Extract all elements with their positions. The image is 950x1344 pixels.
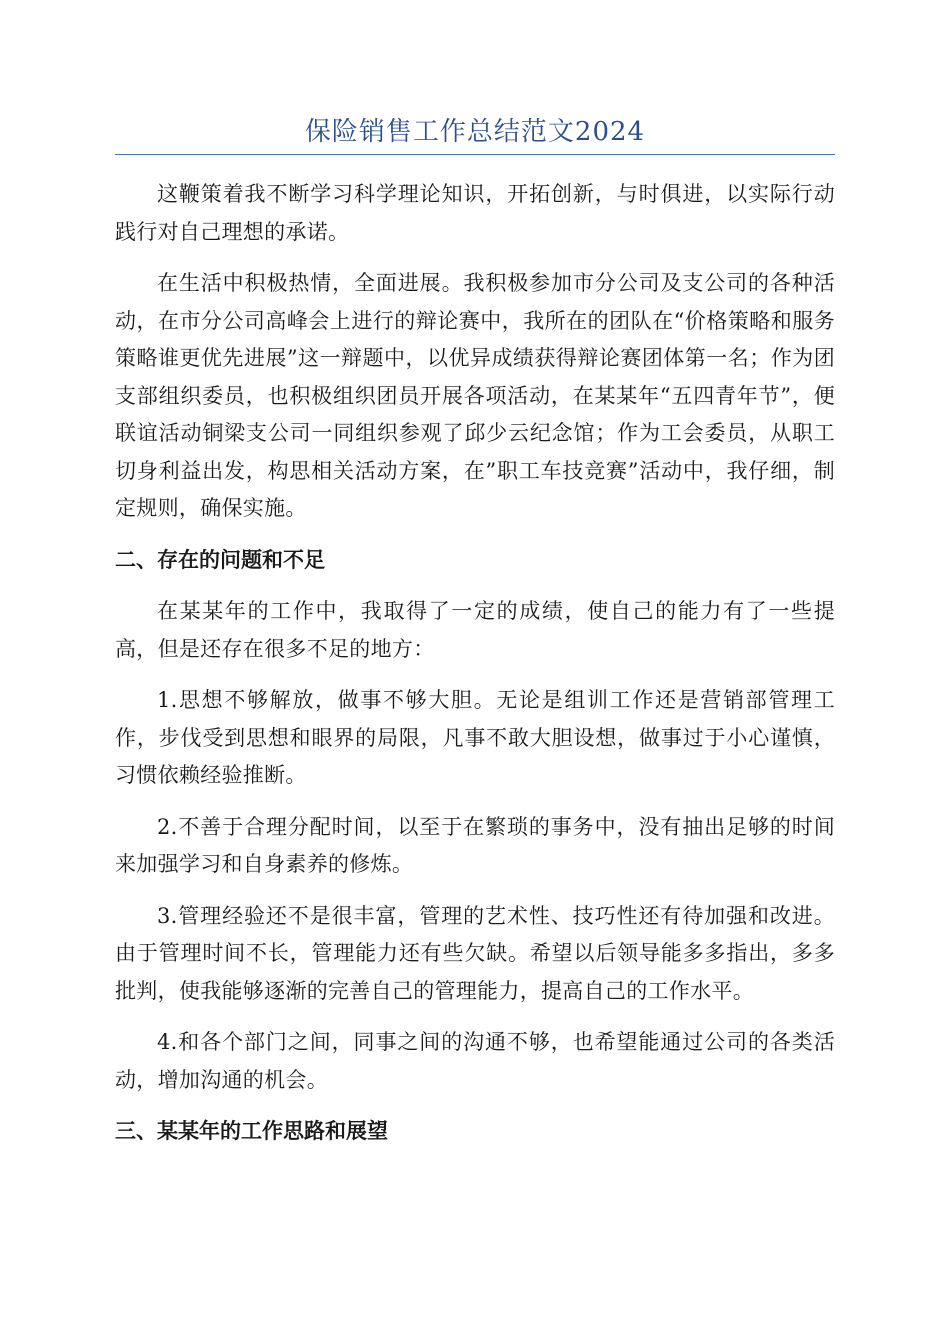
- section-heading: 二、存在的问题和不足: [115, 547, 325, 572]
- list-item-paragraph: 1.思想不够解放，做事不够大胆。无论是组训工作还是营销部管理工作，步伐受到思想和眼界的局限，凡事不敢大胆设想，做事过于小心谨慎，习惯依赖经验推断。: [115, 688, 835, 787]
- list-item-paragraph: 3.管理经验还不是很丰富，管理的艺术性、技巧性还有待加强和改进。由于管理时间不长，管理能力还有些欠缺。希望以后领导能多多指出，多多批判，使我能够逐渐的完善自己的管理能力，提高自己的工作水平。: [115, 903, 835, 1003]
- list-item-paragraph: 2.不善于合理分配时间，以至于在繁琐的事务中，没有抽出足够的时间来加强学习和自身素养的修炼。: [115, 814, 835, 876]
- paragraph: 在某某年的工作中，我取得了一定的成绩，使自己的能力有了一些提高，但是还存在很多不足的地方：: [115, 599, 835, 661]
- document-body: [115, 176, 835, 1165]
- paragraph: 这鞭策着我不断学习科学理论知识，开拓创新，与时俱进，以实际行动践行对自己理想的承诺。: [115, 182, 835, 244]
- paragraph: 在生活中积极热情，全面进展。我积极参加市分公司及支公司的各种活动，在市分公司高峰会上进行的辩论赛中，我所在的团队在“价格策略和服务策略谁更优先进展”这一辩题中，以优异成绩获得辩论赛团体第一名；作为团支部组织委员，也积极组织团员开展各项活动，在某某年“五四青年节”，便联谊活动铜梁支公司一同组织参观了邱少云纪念馆；作为工会委员，从职工切身利益出发，构思相关活动方案，在”职工车技竞赛”活动中，我仔细，制定规则，确保实施。: [115, 271, 835, 520]
- list-item-paragraph: 4.和各个部门之间，同事之间的沟通不够，也希望能通过公司的各类活动，增加沟通的机会。: [115, 1030, 835, 1092]
- section-heading: 三、某某年的工作思路和展望: [115, 1119, 388, 1143]
- document-title: 保险销售工作总结范文2024: [304, 117, 646, 147]
- title-underline: [115, 154, 835, 155]
